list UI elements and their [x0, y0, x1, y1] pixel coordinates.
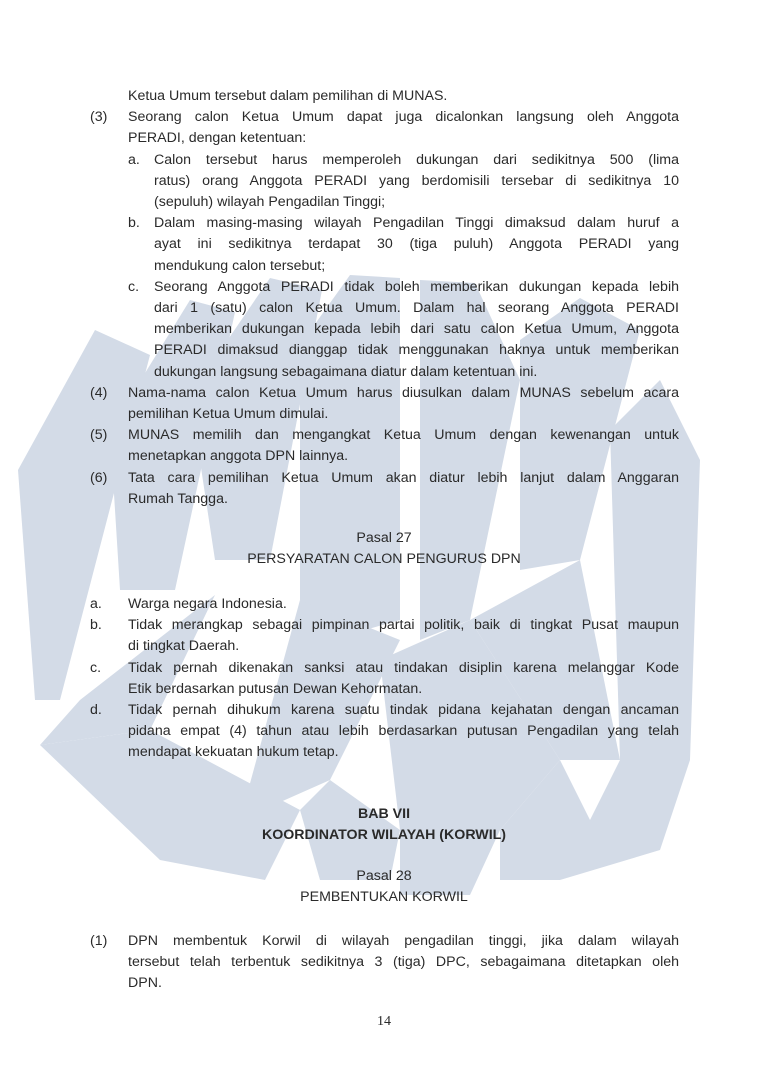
item-number: (3)	[90, 109, 108, 126]
sub-item-c-line: PERADI dimaksud dianggap tidak menggunakan haknya untuk memberikan	[154, 342, 679, 359]
sub-item-c-line: memberikan dukungan kepada lebih dari satu calon Ketua Umum, Anggota	[154, 321, 679, 338]
item-6-line: Rumah Tangga.	[128, 490, 228, 507]
pasal-27-subtitle: PERSYARATAN CALON PENGURUS DPN	[247, 551, 521, 568]
chapter-title: BAB VII	[357, 806, 411, 822]
pasal-28-title: Pasal 28	[356, 868, 412, 884]
item-6-line: Tata cara pemilihan Ketua Umum akan diatur lebih lanjut dalam Anggaran	[128, 469, 679, 486]
requirement-b-line: di tingkat Daerah.	[128, 638, 240, 655]
item-number: (6)	[90, 469, 108, 486]
requirement-letter: a.	[90, 596, 102, 612]
requirement-d-line: mendapat kekuatan hukum tetap.	[128, 744, 339, 761]
requirement-a-line: Warga negara Indonesia.	[128, 596, 287, 612]
requirement-c-line: Etik berdasarkan putusan Dewan Kehormatan.	[128, 680, 423, 697]
sub-item-c-line: Seorang Anggota PERADI tidak boleh memberikan dukungan kepada lebih	[154, 278, 679, 295]
item-5-line: MUNAS memilih dan mengangkat Ketua Umum dengan kewenangan untuk	[128, 427, 679, 444]
requirement-letter: d.	[90, 702, 102, 718]
requirement-d-line: pidana empat (4) tahun atau lebih berdasarkan putusan Pengadilan yang telah	[128, 723, 679, 740]
requirement-b-line: Tidak merangkap sebagai pimpinan partai politik, baik di tingkat Pusat maupun	[128, 617, 679, 634]
sub-item-letter: b.	[128, 215, 140, 232]
korwil-item-1-line: DPN.	[128, 975, 162, 992]
sub-item-b-line: ayat ini sedikitnya terdapat 30 (tiga puluh) Anggota PERADI yang	[154, 236, 679, 253]
requirement-d-line: Tidak pernah dihukum karena suatu tindak pidana kejahatan dengan ancaman	[128, 702, 679, 718]
korwil-item-1-line: tersebut telah terbentuk sedikitnya 3 (tiga) DPC, sebagaimana ditetapkan oleh	[128, 954, 679, 971]
item-5-line: menetapkan anggota DPN lainnya.	[128, 448, 349, 465]
item-number: (4)	[90, 384, 108, 401]
sub-item-b-line: Dalam masing-masing wilayah Pengadilan Tinggi dimaksud dalam huruf a	[154, 215, 679, 232]
korwil-item-1-line: DPN membentuk Korwil di wilayah pengadilan tinggi, jika dalam wilayah	[128, 933, 679, 949]
item-3-line: PERADI, dengan ketentuan:	[128, 130, 307, 147]
sub-item-a-line: ratus) orang Anggota PERADI yang berdomisili tersebar di sedikitnya 10	[154, 172, 679, 189]
page-number: 14	[377, 1014, 391, 1029]
sub-item-c-line: dari 1 (satu) calon Ketua Umum. Dalam hal seorang Anggota PERADI	[154, 300, 679, 316]
chapter-subtitle: KOORDINATOR WILAYAH (KORWIL)	[261, 827, 507, 844]
requirement-letter: c.	[90, 659, 102, 676]
item-number: (1)	[90, 933, 108, 949]
sub-item-letter: a.	[128, 151, 140, 168]
item-4-line: pemilihan Ketua Umum dimulai.	[128, 406, 329, 422]
continuation-text: Ketua Umum tersebut dalam pemilihan di MUNAS.	[128, 88, 448, 104]
sub-item-c-line: dukungan langsung sebagaimana diatur dalam ketentuan ini.	[154, 363, 538, 380]
requirement-c-line: Tidak pernah dikenakan sanksi atau tindakan disiplin karena melanggar Kode	[128, 659, 679, 676]
sub-item-a-line: (sepuluh) wilayah Pengadilan Tinggi;	[154, 194, 386, 210]
sub-item-b-line: mendukung calon tersebut;	[154, 257, 326, 274]
pasal-27-title: Pasal 27	[356, 530, 412, 546]
item-3-line: Seorang calon Ketua Umum dapat juga dicalonkan langsung oleh Anggota	[128, 109, 679, 126]
item-number: (5)	[90, 427, 108, 444]
sub-item-a-line: Calon tersebut harus memperoleh dukungan dari sedikitnya 500 (lima	[154, 151, 679, 168]
item-4-line: Nama-nama calon Ketua Umum harus diusulkan dalam MUNAS sebelum acara	[128, 384, 679, 401]
requirement-letter: b.	[90, 617, 102, 634]
pasal-28-subtitle: PEMBENTUKAN KORWIL	[300, 889, 468, 906]
sub-item-letter: c.	[128, 278, 140, 295]
